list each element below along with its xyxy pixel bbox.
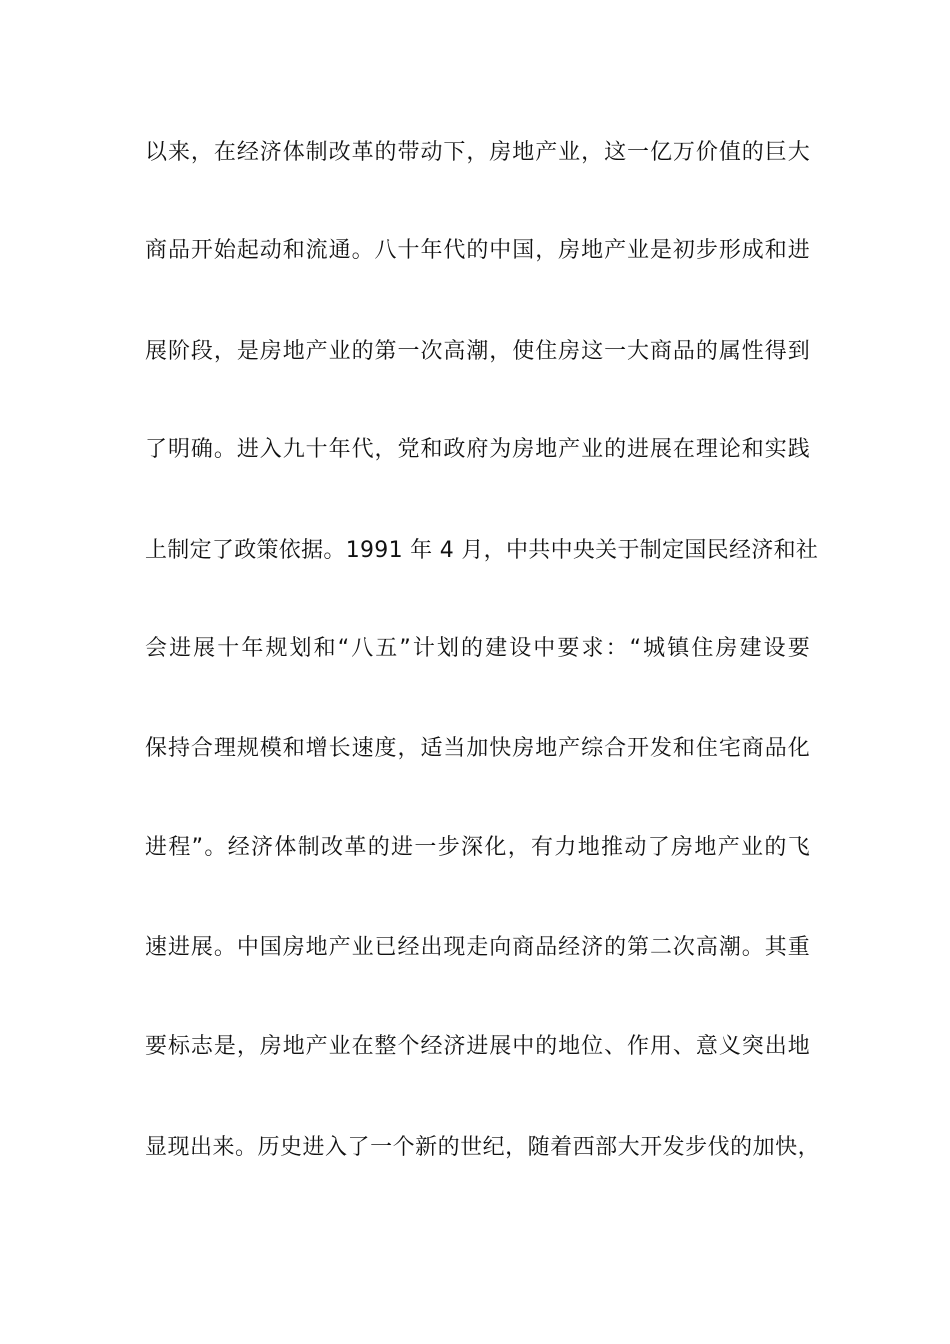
text-line: 进程”。经济体制改革的进一步深化，有力地推动了房地产业的飞 bbox=[145, 835, 810, 860]
text-line: 展阶段，是房地产业的第一次高潮，使住房这一大商品的属性得到 bbox=[145, 339, 810, 364]
text-line: 商品开始起动和流通。八十年代的中国，房地产业是初步形成和进 bbox=[145, 238, 810, 263]
text-line: 速进展。中国房地产业已经出现走向商品经济的第二次高潮。其重 bbox=[145, 935, 810, 960]
text-line: 显现出来。历史进入了一个新的世纪，随着西部大开发步伐的加快， bbox=[145, 1135, 820, 1160]
text-line: 以来，在经济体制改革的带动下，房地产业，这一亿万价值的巨大 bbox=[145, 140, 810, 165]
text-line: 上制定了政策依据。1991 年 4 月，中共中央关于制定国民经济和社 bbox=[145, 538, 819, 563]
text-line: 保持合理规模和增长速度，适当加快房地产综合开发和住宅商品化 bbox=[145, 736, 810, 761]
text-line: 了明确。进入九十年代，党和政府为房地产业的进展在理论和实践 bbox=[145, 437, 810, 462]
text-line: 会进展十年规划和“八五”计划的建设中要求：“城镇住房建设要 bbox=[145, 636, 810, 661]
text-line: 要标志是，房地产业在整个经济进展中的地位、作用、意义突出地 bbox=[145, 1034, 810, 1059]
